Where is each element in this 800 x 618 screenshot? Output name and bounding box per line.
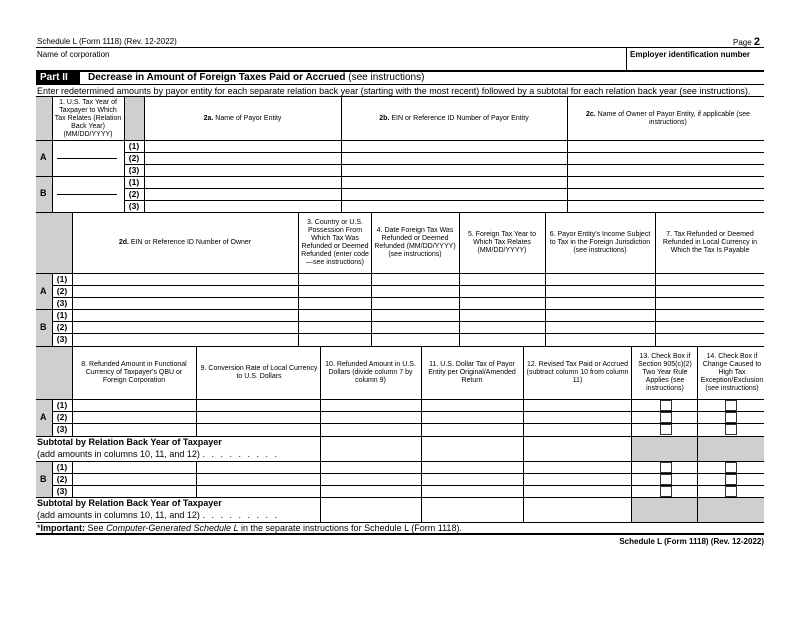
col2a-text: Name of Payor Entity [215, 114, 282, 122]
row-number: (1) [56, 400, 68, 410]
col13-checkbox[interactable] [660, 400, 672, 411]
col13-checkbox[interactable] [660, 424, 672, 435]
col2a-num: 2a. [203, 114, 214, 122]
col3-header: 3. Country or U.S. Possession From Which Tax Was Refunded or Deemed Refunded (enter code—see instructions) [301, 219, 369, 266]
row-number: (3) [128, 165, 140, 175]
corporation-name-field[interactable] [36, 59, 624, 70]
col7-header: 7. Tax Refunded or Deemed Refunded in Local Currency in Which the Tax Is Payable [662, 231, 758, 254]
footnote [37, 523, 462, 533]
col2b-text: EIN or Reference ID Number of Payor Entity [391, 114, 529, 122]
group-a-label: A [40, 412, 47, 422]
col1-header: 1. U.S. Tax Year of Taxpayer to Which Tax Relates (Relation Back Year) (MM/DD/YYYY) [54, 98, 122, 138]
col14-header: 14. Check Box if Change Caused to High Tax Exception/Exclusion (see instructions) [700, 353, 764, 392]
row-number: (3) [56, 424, 68, 434]
footnote-rest: in the separate instructions for Schedule L (Form 1118). [241, 523, 462, 533]
col2b-num: 2b. [379, 114, 390, 122]
row-number: (2) [128, 153, 140, 163]
col13-header: 13. Check Box if Section 905(c)(2) Two Year Rule Applies (see instructions) [638, 353, 692, 392]
group-b-tax-year-input[interactable] [55, 177, 122, 211]
row-number: (1) [56, 462, 68, 472]
part-instructions: Enter redetermined amounts by payor entity for each separate relation back year (starting with the most recent) followed by a subtotal for each relation back year (see instructions). [37, 86, 751, 96]
col13-checkbox[interactable] [660, 474, 672, 485]
col14-checkbox[interactable] [725, 474, 737, 485]
subtotal-b-sub-text: (add amounts in columns 10, 11, and 12) [37, 510, 200, 520]
group-a-label: A [40, 152, 47, 162]
row-number: (2) [56, 474, 68, 484]
subtotal-b-sub [37, 510, 279, 520]
row-number: (1) [56, 274, 68, 284]
footnote-star: * [37, 523, 41, 533]
row-number: (2) [128, 189, 140, 199]
col2d-num: 2d. [118, 239, 129, 246]
ein-field[interactable] [628, 59, 764, 70]
footnote-italic: Computer-Generated Schedule L [106, 523, 239, 533]
row-number: (1) [128, 177, 140, 187]
subtotal-b-title: Subtotal by Relation Back Year of Taxpayer [37, 498, 222, 508]
col10-header: 10. Refunded Amount in U.S. Dollars (divide column 7 by column 9) [325, 361, 416, 384]
row-number: (3) [128, 201, 140, 211]
col2a-header [145, 97, 340, 140]
form-title: Schedule L (Form 1118) (Rev. 12-2022) [37, 37, 177, 46]
group-b-label: B [40, 474, 47, 484]
subtotal-a-sub-text: (add amounts in columns 10, 11, and 12) [37, 449, 200, 459]
col14-checkbox[interactable] [725, 486, 737, 497]
group-a-label: A [40, 286, 47, 296]
group-b-label: B [40, 322, 47, 332]
col2b-header [342, 97, 566, 140]
ein-label: Employer identification number [630, 50, 751, 59]
form-footer: Schedule L (Form 1118) (Rev. 12-2022) [619, 537, 764, 546]
part-title-suffix: (see instructions) [348, 72, 425, 83]
col2c-num: 2c. [585, 110, 596, 118]
subtotal-a-sub [37, 449, 279, 459]
col2d-text: EIN or Reference ID Number of Owner [130, 239, 252, 246]
col14-checkbox[interactable] [725, 412, 737, 423]
col5-header: 5. Foreign Tax Year to Which Tax Relates (MM/DD/YYYY) [468, 231, 536, 254]
col2d-header [74, 213, 296, 273]
col4-header: 4. Date Foreign Tax Was Refunded or Deemed Refunded (MM/DD/YYYY) (see instructions) [374, 227, 456, 258]
col12-header: 12. Revised Tax Paid or Accrued (subtract column 10 from column 11) [526, 361, 629, 384]
part-title [88, 72, 424, 84]
corporation-name-label: Name of corporation [37, 50, 110, 59]
subtotal-a-dots: . . . . . . . . . [202, 449, 279, 459]
row-number: (2) [56, 322, 68, 332]
page-label: Page [733, 38, 752, 47]
row-number: (3) [56, 298, 68, 308]
row-number: (2) [56, 412, 68, 422]
col6-header: 6. Payor Entity's Income Subject to Tax in the Foreign Jurisdiction (see instructions) [549, 231, 651, 254]
subtotal-b-dots: . . . . . . . . . [202, 510, 279, 520]
col13-checkbox[interactable] [660, 486, 672, 497]
col13-checkbox[interactable] [660, 412, 672, 423]
row-number: (1) [56, 310, 68, 320]
col8-header: 8. Refunded Amount in Functional Currency of Taxpayer's QBU or Foreign Corporation [81, 361, 187, 384]
row-number: (3) [56, 486, 68, 496]
row-number: (1) [128, 141, 140, 151]
footnote-see: See [87, 523, 104, 533]
col14-checkbox[interactable] [725, 424, 737, 435]
col2c-text: Name of Owner of Payor Entity, if applicable (see instructions) [597, 110, 751, 126]
page-number-value: 2 [753, 36, 761, 48]
row-number: (3) [56, 334, 68, 344]
col14-checkbox[interactable] [725, 400, 737, 411]
row-number: (2) [56, 286, 68, 296]
col9-header: 9. Conversion Rate of Local Currency to U.S. Dollars [200, 365, 318, 380]
col14-checkbox[interactable] [725, 462, 737, 473]
part-title-text: Decrease in Amount of Foreign Taxes Paid or Accrued [88, 72, 346, 83]
part-badge: Part II [36, 72, 80, 84]
group-a-tax-year-input[interactable] [55, 141, 122, 175]
col13-checkbox[interactable] [660, 462, 672, 473]
footnote-important: Important: [40, 523, 86, 533]
col2c-header [570, 97, 766, 140]
group-b-label: B [40, 188, 47, 198]
subtotal-a-title: Subtotal by Relation Back Year of Taxpayer [37, 437, 222, 447]
col11-header: 11. U.S. Dollar Tax of Payor Entity per Original/Amended Return [428, 361, 516, 384]
